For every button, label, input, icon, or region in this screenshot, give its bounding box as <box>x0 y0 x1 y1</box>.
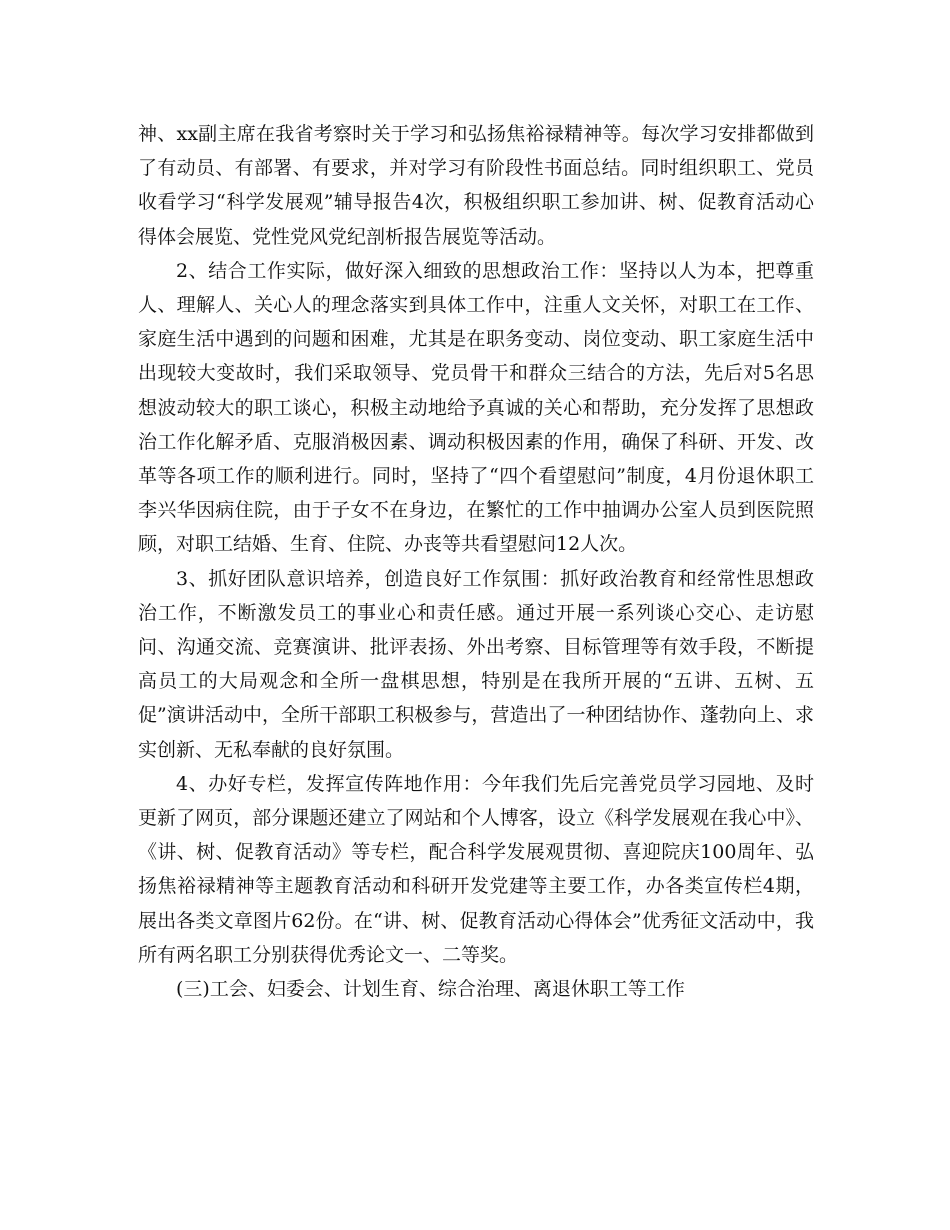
paragraph-team-awareness: 3、抓好团队意识培养，创造良好工作氛围：抓好政治教育和经常性思想政治工作，不断激发员工的事业心和责任感。通过开展一系列谈心交心、走访慰问、沟通交流、竞赛演讲、批评表扬、外出考察、目标管理等有效手段，不断提高员工的大局观念和全所一盘棋思想，特别是在我所开展的“五讲、五树、五促”演讲活动中，全所干部职工积极参与，营造出了一种团结协作、蓬勃向上、求实创新、无私奉献的良好氛围。 <box>138 567 814 761</box>
section-heading-union-work: (三)工会、妇委会、计划生育、综合治理、离退休职工等工作 <box>176 978 685 1001</box>
document-body <box>138 117 814 1006</box>
paragraph-publicity-column: 4、办好专栏，发挥宣传阵地作用：今年我们先后完善党员学习园地、及时更新了网页，部分课题还建立了网站和个人博客，设立《科学发展观在我心中》、《讲、树、促教育活动》等专栏，配合科学发展观贯彻、喜迎院庆100周年、弘扬焦裕禄精神等主题教育活动和科研开发党建等主要工作，办各类宣传栏4期，展出各类文章图片62份。在“讲、树、促教育活动心得体会”优秀征文活动中，我所有两名职工分别获得优秀论文一、二等奖。 <box>138 772 814 966</box>
paragraph-ideological-work: 2、结合工作实际，做好深入细致的思想政治工作：坚持以人为本，把尊重人、理解人、关心人的理念落实到具体工作中，注重人文关怀，对职工在工作、家庭生活中遇到的问题和困难，尤其是在职务变动、岗位变动、职工家庭生活中出现较大变故时，我们采取领导、党员骨干和群众三结合的方法，先后对5名思想波动较大的职工谈心，积极主动地给予真诚的关心和帮助，充分发挥了思想政治工作化解矛盾、克服消极因素、调动积极因素的作用，确保了科研、开发、改革等各项工作的顺利进行。同时，坚持了“四个看望慰问”制度，4月份退休职工李兴华因病住院，由于子女不在身边，在繁忙的工作中抽调办公室人员到医院照顾，对职工结婚、生育、住院、办丧等共看望慰问12人次。 <box>138 259 814 556</box>
paragraph-continuation: 神、xx副主席在我省考察时关于学习和弘扬焦裕禄精神等。每次学习安排都做到了有动员、有部署、有要求，并对学习有阶段性书面总结。同时组织职工、党员收看学习“科学发展观”辅导报告4次，积极组织职工参加讲、树、促教育活动心得体会展览、党性党风党纪剖析报告展览等活动。 <box>138 123 814 248</box>
